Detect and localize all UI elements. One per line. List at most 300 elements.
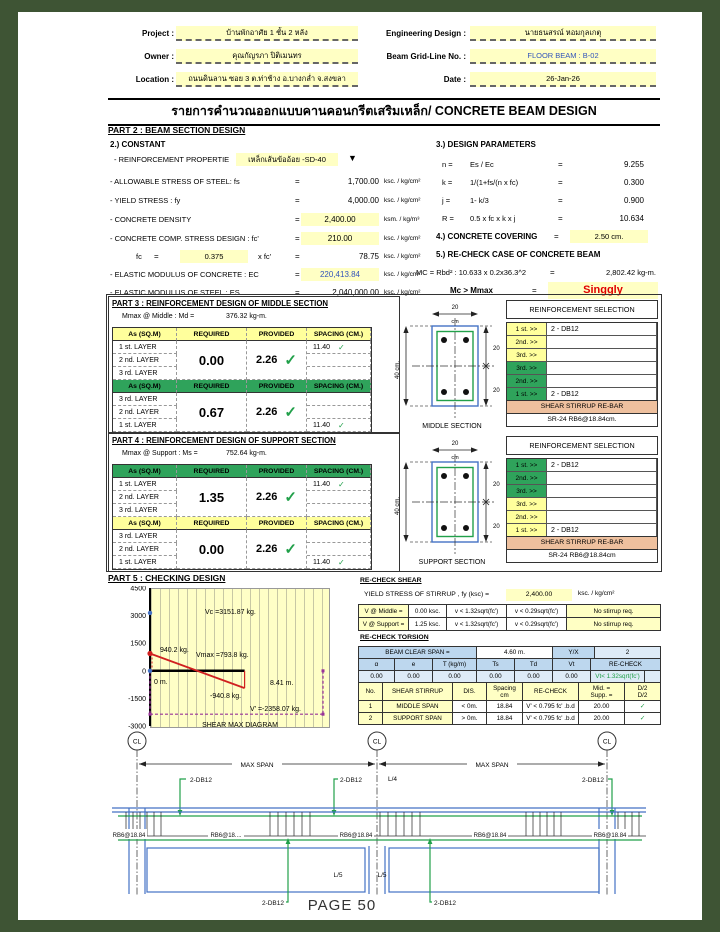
- ec-value: 220,413.84: [301, 268, 379, 281]
- design-params-heading: 3.) DESIGN PARAMETERS: [436, 140, 536, 149]
- reinf-propertie-select[interactable]: เหล็กเส้นข้ออ้อย -SD-40: [236, 153, 338, 166]
- bar-choice[interactable]: [547, 362, 657, 375]
- fc-design-value[interactable]: 210.00: [301, 232, 379, 245]
- xfc-label: x fc': [258, 252, 272, 261]
- l5-labels: [333, 872, 386, 879]
- spacing-header-line2: cm: [500, 691, 509, 699]
- beam-top-lines: [112, 808, 646, 812]
- svg-text:CL: CL: [132, 738, 142, 746]
- fc-label: fc: [136, 252, 142, 261]
- check-icon: ✓: [338, 342, 345, 352]
- spacing-number: 11.40: [313, 480, 330, 488]
- bar-choice[interactable]: [547, 349, 657, 362]
- bar-choice[interactable]: [547, 336, 657, 349]
- svg-text:-1500: -1500: [128, 695, 146, 703]
- spacing-number: 11.40: [313, 421, 330, 429]
- covering-label: 4.) CONCRETE COVERING: [436, 232, 538, 241]
- check-icon: ✓: [338, 479, 345, 489]
- eq-sign: =: [295, 196, 300, 205]
- eq-sign: =: [295, 252, 300, 261]
- selection-title: REINFORCEMENT SELECTION: [506, 436, 658, 455]
- layer-key: 2nd. >>: [507, 472, 547, 485]
- shear-result: No stirrup req.: [567, 605, 661, 618]
- es-value: 2,040,000.00: [332, 288, 379, 297]
- spacing-value: 18.84: [487, 701, 523, 713]
- provided-value: [247, 393, 307, 432]
- param-value: 9.255: [623, 160, 644, 169]
- height-label-2: 20: [493, 388, 500, 394]
- svg-text:RB6@18.84: RB6@18.84: [339, 833, 373, 839]
- eq-sign: =: [295, 270, 300, 279]
- vmax-annotation: Vmax =793.8 kg.: [196, 652, 249, 659]
- required-value: 0.67: [177, 393, 247, 432]
- part2-heading: PART 2 : BEAM SECTION DESIGN: [108, 125, 246, 135]
- no-header: No.: [359, 683, 383, 701]
- width-unit: cm: [451, 319, 459, 325]
- check-icon: ✓: [338, 420, 345, 430]
- dropdown-arrow-icon[interactable]: ▼: [348, 153, 357, 163]
- d2-line1: D/2: [637, 684, 648, 692]
- row-no: 1: [359, 701, 383, 713]
- spacing-header-line1: Spacing: [493, 684, 516, 692]
- bar-choice[interactable]: 2 - DB12: [547, 459, 657, 472]
- date-value[interactable]: 26-Jan-26: [470, 72, 656, 87]
- middle-steel-table: [112, 327, 372, 433]
- spacing-value: 18.84: [487, 713, 523, 725]
- spacing-value: [307, 556, 371, 569]
- eq-sign: =: [558, 214, 563, 223]
- span-name: MIDDLE SPAN: [383, 701, 453, 713]
- col-header: REQUIRED: [177, 380, 247, 393]
- empty-cell: [307, 367, 371, 380]
- provided-value: [247, 478, 307, 517]
- x0-annotation: 0 m.: [154, 679, 168, 686]
- torsion-value: 0.00: [477, 671, 515, 683]
- param-value: 0.900: [623, 196, 644, 205]
- provided-number: 2.26: [256, 406, 278, 418]
- eq-sign: =: [295, 288, 300, 297]
- total-height-dim: [403, 326, 408, 406]
- torsion-value: 0.00: [553, 671, 591, 683]
- width-label: 20: [451, 305, 459, 311]
- col-header: REQUIRED: [177, 328, 247, 341]
- layer-label: 1 st. LAYER: [113, 341, 177, 354]
- vprime-annotation: V' =-2358.07 kg.: [250, 706, 301, 713]
- part3-heading: PART 3 : REINFORCEMENT DESIGN OF MIDDLE SECTION: [112, 299, 329, 308]
- owner-value[interactable]: คุณกัญรภา ปิติเมนทร: [176, 49, 358, 64]
- centerline-axes: [137, 750, 607, 896]
- max-span-label-1: MAX SPAN: [240, 762, 274, 769]
- col-header: REQUIRED: [177, 465, 247, 478]
- empty-cell: [307, 504, 371, 517]
- param-formula: 0.5 x fc x k x j: [470, 214, 516, 223]
- mc-value: 2,802.42 kg-m.: [605, 268, 656, 277]
- torsion-col: Td: [515, 659, 553, 671]
- width-dim: [432, 311, 478, 316]
- check-icon: ✓: [284, 352, 297, 369]
- col-header: As (SQ.M): [113, 380, 177, 393]
- torsion-col: α: [359, 659, 395, 671]
- layer-key: 2nd. >>: [507, 336, 547, 349]
- svg-text:RB6@18....: RB6@18....: [210, 833, 242, 839]
- ec-label: - ELASTIC MODULUS OF CONCRETE : EC: [110, 270, 259, 279]
- layer-label: 2 nd. LAYER: [113, 543, 177, 556]
- bar-choice[interactable]: [547, 485, 657, 498]
- stirrup-value[interactable]: SR-24 RB6@18.84cm: [506, 549, 658, 563]
- param-sym: R =: [442, 214, 454, 223]
- shear-diagram: [110, 586, 362, 736]
- reinf-propertie-label: - REINFORCEMENT PROPERTIE: [114, 155, 230, 164]
- fy-value: 4,000.00: [347, 196, 379, 205]
- col-header: SPACING (CM.): [307, 517, 371, 530]
- check-icon: ✓: [284, 404, 297, 421]
- part3-mmax-value: 376.32 kg-m.: [226, 313, 267, 320]
- bar-choice[interactable]: 2 - DB12: [547, 323, 657, 336]
- stirrup-header: SHEAR STIRRUP RE-BAR: [506, 536, 658, 550]
- param-formula: Es / Ec: [470, 160, 494, 169]
- layer-label: 3 rd. LAYER: [113, 393, 177, 406]
- section-caption: SUPPORT SECTION: [418, 559, 486, 566]
- yx-label: Y/X: [553, 647, 595, 659]
- density-value[interactable]: 2,400.00: [301, 213, 379, 226]
- stirrup-fy-value[interactable]: 2,400.00: [506, 589, 572, 601]
- bar-choice[interactable]: [547, 511, 657, 524]
- part5-heading: PART 5 : CHECKING DESIGN: [108, 573, 226, 583]
- empty-cell: [307, 354, 371, 367]
- svg-text:2-DB12: 2-DB12: [261, 900, 284, 907]
- recheck-cond: V' < 0.795 fc' .b.d: [523, 701, 579, 713]
- width-dim: [432, 447, 478, 452]
- torsion-col: Vt: [553, 659, 591, 671]
- col-header: As (SQ.M): [113, 517, 177, 530]
- layer-key: 1 st. >>: [507, 524, 547, 537]
- chart-title: SHEAR MAX DIAGRAM: [202, 722, 278, 729]
- param-formula: 1/(1+fs/(n x fc): [470, 178, 519, 187]
- cond-1: v < 1.32sqrt(fc'): [447, 605, 507, 618]
- param-sym: n =: [442, 160, 453, 169]
- svg-text:4500: 4500: [130, 586, 146, 593]
- dist-value: 20.00: [579, 701, 625, 713]
- col-header: PROVIDED: [247, 517, 307, 530]
- layer-key: 1 st. >>: [507, 459, 547, 472]
- span-value[interactable]: 4.60 m.: [477, 647, 553, 659]
- fc-design-unit: ksc. / kg/cm²: [384, 235, 421, 242]
- torsion-col: e: [395, 659, 433, 671]
- svg-text:2-DB12: 2-DB12: [434, 900, 457, 907]
- param-sym: k =: [442, 178, 453, 187]
- middle-selection-table: [506, 322, 658, 402]
- layer-label: 1 st. LAYER: [113, 556, 177, 569]
- svg-text:3000: 3000: [130, 613, 146, 620]
- bar-choice[interactable]: [547, 498, 657, 511]
- layer-key: 2nd. >>: [507, 511, 547, 524]
- check-icon: ✓: [338, 557, 345, 567]
- required-value: 0.00: [177, 530, 247, 569]
- fc-value: 78.75: [358, 252, 379, 261]
- row-no: 2: [359, 713, 383, 725]
- param-value: 10.634: [619, 214, 644, 223]
- spacing-value: [307, 478, 371, 491]
- spacing-value: [307, 419, 371, 432]
- v-value: 1.25 ksc.: [409, 618, 447, 631]
- provided-number: 2.26: [256, 491, 278, 503]
- bar-choice[interactable]: 2 - DB12: [547, 524, 657, 537]
- total-height-label: 40 cm.: [395, 496, 401, 516]
- beam-elevation-diagram: [98, 728, 670, 916]
- top-bar-callouts: [180, 779, 612, 812]
- eq-sign: =: [550, 268, 555, 277]
- d2-line2: D/2: [637, 691, 648, 699]
- shear-check-table: [358, 604, 661, 631]
- project-label: Project :: [141, 29, 174, 38]
- middle-section-diagram: [392, 300, 504, 432]
- layer-label: 1 st. LAYER: [113, 478, 177, 491]
- required-value: 1.35: [177, 478, 247, 517]
- fc-design-label: - CONCRETE COMP. STRESS DESIGN : fc': [110, 234, 259, 243]
- layer-key: 3rd. >>: [507, 349, 547, 362]
- es-unit: ksc. / kg/cm²: [384, 289, 421, 296]
- check-icon: ✓: [284, 489, 297, 506]
- torsion-col: T (kg/m): [433, 659, 477, 671]
- cond-2: v < 0.29sqrt(fc'): [507, 618, 567, 631]
- eq-sign: =: [295, 234, 300, 243]
- bottom-bar-callouts: [286, 842, 432, 902]
- torsion-value: 0.00: [433, 671, 477, 683]
- layer-label: 1 st. LAYER: [113, 419, 177, 432]
- part3-mmax-label: Mmax @ Middle : Md =: [122, 313, 195, 320]
- recheck-shear-heading: RE-CHECK SHEAR: [360, 577, 422, 584]
- bar-choice[interactable]: 2 - DB12: [547, 388, 657, 401]
- eq-sign: =: [295, 177, 300, 186]
- spacing-number: 11.40: [313, 558, 330, 566]
- svg-text:1500: 1500: [130, 640, 146, 648]
- vstart-annotation: 940.2 kg.: [160, 647, 189, 654]
- project-value[interactable]: บ้านพักอาศัย 1 ชั้น 2 หลัง: [176, 26, 358, 41]
- total-height-dim: [403, 462, 408, 542]
- svg-text:0: 0: [142, 668, 146, 676]
- yx-value[interactable]: 2: [595, 647, 661, 659]
- svg-text:L/5: L/5: [333, 872, 343, 879]
- span-name: SUPPORT SPAN: [383, 713, 453, 725]
- layer-key: 1 st. >>: [507, 388, 547, 401]
- layer-label: 3 rd. LAYER: [113, 367, 177, 380]
- stirrup-header: SHEAR STIRRUP RE-BAR: [506, 400, 658, 414]
- ec-unit: ksc. / kg/cm²: [384, 271, 421, 278]
- stirrup-fy-unit: ksc. / kg/cm²: [578, 590, 615, 597]
- provided-number: 2.26: [256, 543, 278, 555]
- spacing-number: 11.40: [313, 343, 330, 351]
- check-icon: ✓: [284, 541, 297, 558]
- required-value: 0.00: [177, 341, 247, 380]
- density-label: - CONCRETE DENSITY: [110, 215, 192, 224]
- calculation-sheet: [18, 12, 702, 920]
- cond-2: v < 0.29sqrt(fc'): [507, 605, 567, 618]
- empty-cell: [307, 530, 371, 543]
- svg-text:2-DB12: 2-DB12: [190, 777, 213, 784]
- support-section-diagram: [392, 436, 504, 568]
- col-header: SPACING (CM.): [307, 380, 371, 393]
- l4-label: L/4: [388, 776, 398, 783]
- beam-case-result: Singgly: [548, 282, 658, 299]
- provided-value: [247, 530, 307, 569]
- layer-label: 2 nd. LAYER: [113, 491, 177, 504]
- page-title: รายการคำนวณออกแบบคานคอนกรีตเสริมเหล็ก/ CONCRETE BEAM DESIGN: [108, 98, 660, 126]
- col-header: REQUIRED: [177, 517, 247, 530]
- part4-heading: PART 4 : REINFORCEMENT DESIGN OF SUPPORT SECTION: [112, 436, 336, 445]
- gridline-value[interactable]: FLOOR BEAM : B-02: [470, 49, 656, 64]
- fs-unit: ksc. / kg/cm²: [384, 178, 421, 185]
- height-label-1: 20: [493, 346, 500, 352]
- engineer-label: Engineering Design :: [385, 29, 466, 38]
- svg-text:CL: CL: [602, 738, 612, 746]
- empty-cell: [307, 543, 371, 556]
- svg-text:2-DB12: 2-DB12: [581, 777, 604, 784]
- shear-result: No stirrup req.: [567, 618, 661, 631]
- supp-header: Supp. =: [590, 691, 613, 699]
- y-axis-ticks: [128, 586, 146, 731]
- eq-sign: =: [554, 232, 559, 241]
- date-label: Date :: [443, 75, 466, 84]
- svg-text:CL: CL: [372, 738, 382, 746]
- v-value: 0.00 ksc.: [409, 605, 447, 618]
- bar-choice[interactable]: [547, 472, 657, 485]
- layer-key: 3rd. >>: [507, 362, 547, 375]
- mid-supp-header: [579, 683, 625, 701]
- recheck-case-heading: 5.) RE-CHECK CASE OF CONCRETE BEAM: [436, 250, 601, 259]
- section-caption: MIDDLE SECTION: [422, 423, 482, 430]
- width-label: 20: [451, 441, 459, 447]
- fc-factor-input[interactable]: 0.375: [180, 250, 248, 263]
- check-icon: ✓: [625, 713, 661, 725]
- d2-header: [625, 683, 661, 701]
- col-header: PROVIDED: [247, 328, 307, 341]
- col-header: SPACING (CM.): [307, 465, 371, 478]
- empty-cell: [307, 393, 371, 406]
- vc-annotation: Vc =3151.87 kg.: [205, 609, 256, 616]
- density-unit: ksm. / kg/m³: [384, 216, 420, 223]
- col-header: PROVIDED: [247, 465, 307, 478]
- mc-mmax-label: Mc > Mmax: [450, 286, 493, 295]
- cond-1: v < 1.32sqrt(fc'): [447, 618, 507, 631]
- chart-annotations: [154, 609, 301, 729]
- svg-text:RB6@18.84: RB6@18.84: [473, 833, 507, 839]
- layer-key: 3rd. >>: [507, 485, 547, 498]
- support-selection-table: [506, 458, 658, 538]
- svg-text:RB6@18.84: RB6@18.84: [112, 833, 146, 839]
- empty-cell: [307, 406, 371, 419]
- eq-sign: =: [558, 178, 563, 187]
- stirrup-check-rows: [358, 700, 661, 725]
- layer-key: 2nd. >>: [507, 375, 547, 388]
- page-number: PAGE 50: [307, 897, 377, 914]
- torsion-value: 0.00: [395, 671, 433, 683]
- xend-annotation: 8.41 m.: [270, 680, 294, 687]
- max-span-label-2: MAX SPAN: [475, 762, 509, 769]
- constant-heading: 2.) CONSTANT: [110, 140, 166, 149]
- fs-value: 1,700.00: [347, 177, 379, 186]
- torsion-value: 0.00: [359, 671, 395, 683]
- layer-key: 3rd. >>: [507, 498, 547, 511]
- layer-key: 1 st. >>: [507, 323, 547, 336]
- eq-sign: =: [295, 215, 300, 224]
- recheck-cond: V' < 0.795 fc' .b.d: [523, 713, 579, 725]
- param-value: 0.300: [623, 178, 644, 187]
- eq-sign: =: [558, 196, 563, 205]
- height-label-2: 20: [493, 524, 500, 530]
- location-label: Location :: [135, 75, 174, 84]
- torsion-value: 0.00: [515, 671, 553, 683]
- svg-text:-3000: -3000: [128, 723, 146, 731]
- v-label: V @ Support =: [359, 618, 409, 631]
- es-label: - ELASTIC MODULUS OF STEEL : ES: [110, 288, 240, 297]
- fy-label: - YIELD STRESS : fy: [110, 196, 181, 205]
- dis-value: < 0m.: [453, 701, 487, 713]
- torsion-col: Ts: [477, 659, 515, 671]
- spacing-value: [307, 341, 371, 354]
- col-header: SPACING (CM.): [307, 328, 371, 341]
- eq-sign: =: [532, 286, 537, 295]
- provided-value: [247, 341, 307, 380]
- engineer-value[interactable]: นายธนสรณ์ หอมกุลเกตุ: [470, 26, 656, 41]
- part4-mmax-value: 752.64 kg-m.: [226, 450, 267, 457]
- eq-sign: =: [154, 252, 159, 261]
- span-label: BEAM CLEAR SPAN =: [359, 647, 477, 659]
- recheck-torsion-heading: RE-CHECK TORSION: [360, 634, 429, 641]
- torsion-table: [358, 658, 661, 683]
- gridline-label: Beam Grid-Line No. :: [386, 52, 466, 61]
- dist-value: 20.00: [579, 713, 625, 725]
- col-header: As (SQ.M): [113, 465, 177, 478]
- svg-text:RB6@18.84: RB6@18.84: [593, 833, 627, 839]
- covering-value[interactable]: 2.50 cm.: [570, 230, 648, 243]
- mid-header: Mid. =: [592, 684, 611, 692]
- layer-label: 2 nd. LAYER: [113, 406, 177, 419]
- vend-annotation: -940.8 kg.: [210, 693, 242, 700]
- mc-formula-label: MC = Rbd² : 10.633 x 0.2x36.3^2: [416, 268, 527, 277]
- selection-title: REINFORCEMENT SELECTION: [506, 300, 658, 319]
- top-bar-labels: [190, 777, 604, 784]
- eq-sign: =: [558, 160, 563, 169]
- width-unit: cm: [451, 455, 459, 461]
- v-label: V @ Middle =: [359, 605, 409, 618]
- torsion-recheck-result: Vt< 1.32sqrt(fc'): [591, 671, 645, 683]
- svg-text:2-DB12: 2-DB12: [340, 777, 363, 784]
- dis-header: DIS.: [453, 683, 487, 701]
- col-header: As (SQ.M): [113, 328, 177, 341]
- torsion-recheck-header: RE-CHECK: [591, 659, 661, 671]
- recheck-header: RE-CHECK: [523, 683, 579, 701]
- support-steel-table: [112, 464, 372, 570]
- bar-choice[interactable]: [547, 375, 657, 388]
- stirrup-fy-label: YIELD STRESS OF STIRRUP , fy (ksc) =: [364, 591, 490, 598]
- span-rectangles: [147, 848, 599, 892]
- stirrup-header: SHEAR STIRRUP: [383, 683, 453, 701]
- height-label-1: 20: [493, 482, 500, 488]
- location-value[interactable]: ถนนดินลาน ซอย 3 ต.ท่าช้าง อ.บางกล่ำ จ.สงขลา: [176, 72, 358, 87]
- stirrup-value[interactable]: SR-24 RB6@18.84cm.: [506, 413, 658, 427]
- param-formula: 1- k/3: [470, 196, 489, 205]
- empty-cell: [307, 491, 371, 504]
- column-lines: [129, 808, 615, 894]
- span-dimensions: [139, 761, 605, 766]
- layer-label: 3 rd. LAYER: [113, 530, 177, 543]
- svg-text:L/5: L/5: [377, 872, 387, 879]
- fs-label: - ALLOWABLE STRESS OF STEEL: fs: [110, 177, 240, 186]
- total-height-label: 40 cm.: [395, 360, 401, 380]
- check-icon: ✓: [625, 701, 661, 713]
- dis-value: > 0m.: [453, 713, 487, 725]
- col-header: PROVIDED: [247, 380, 307, 393]
